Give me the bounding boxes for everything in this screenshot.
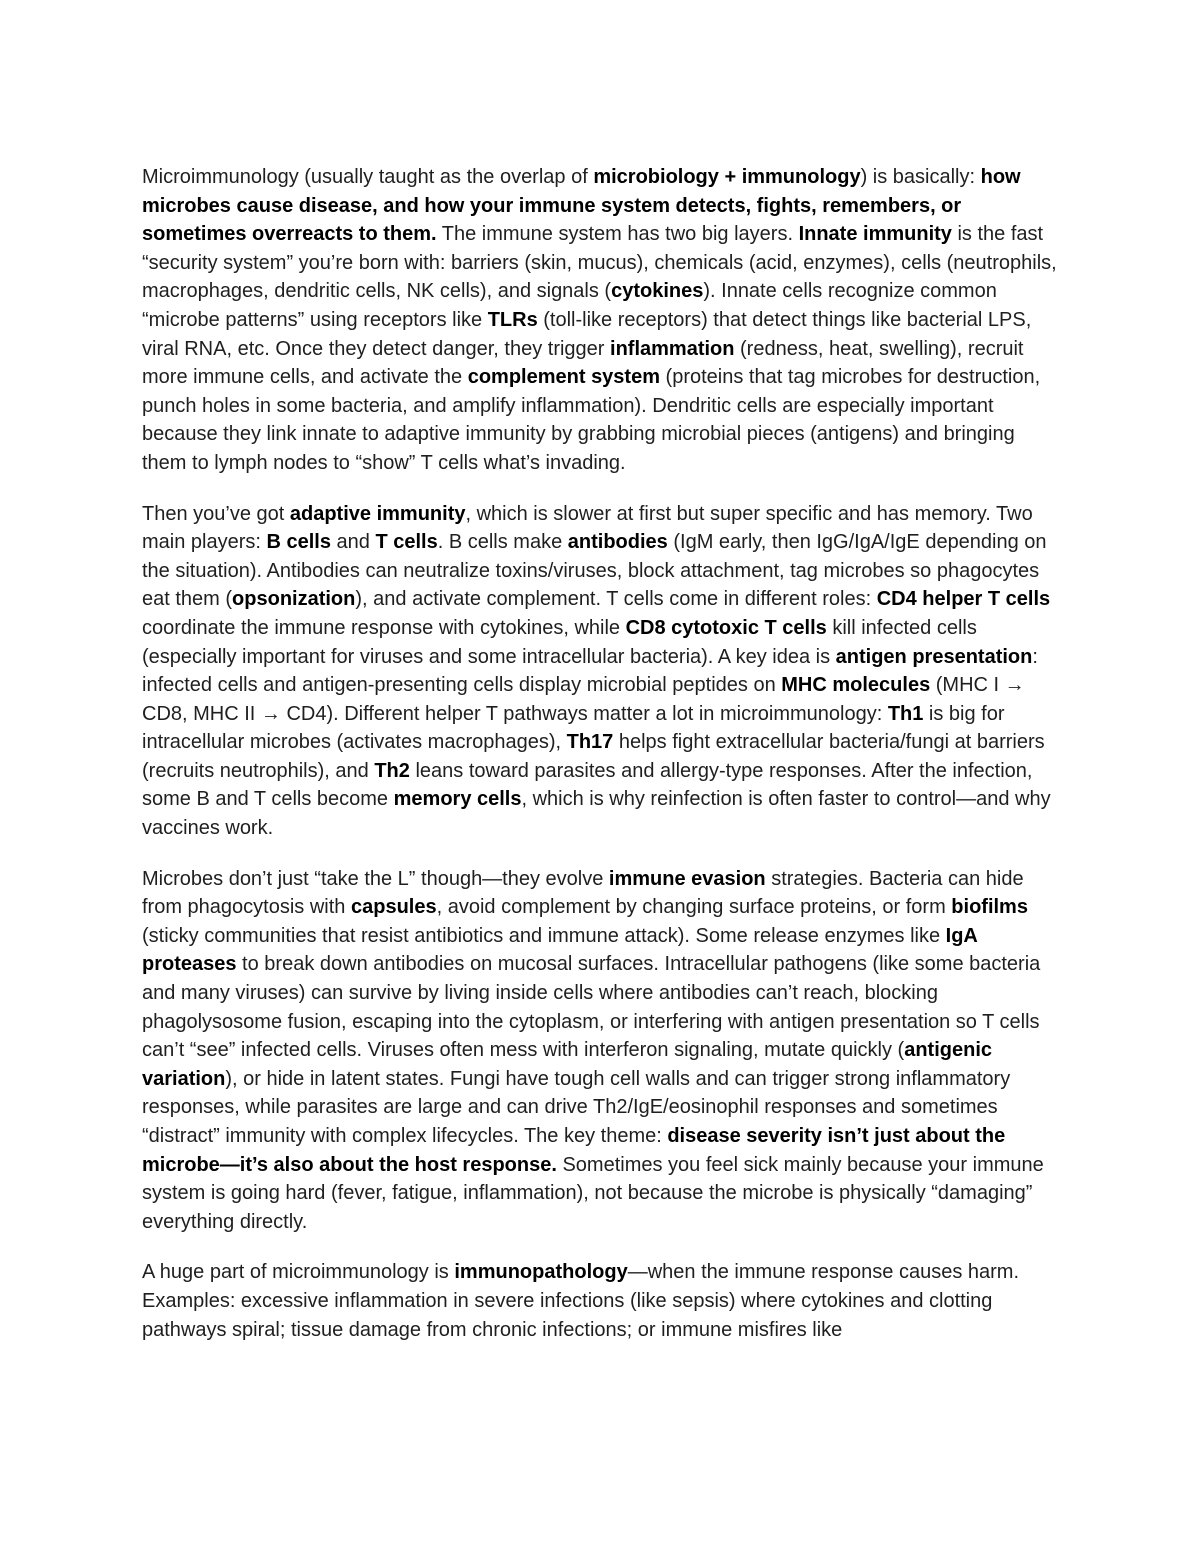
bold-term: antigen presentation (835, 645, 1033, 668)
text-run: coordinate the immune response with cytokines, while (142, 616, 626, 639)
document-page (142, 163, 1062, 1366)
text-run: to break down antibodies on mucosal surfaces. Intracellular pathogens (like some bacteria and many viruses) can survive by living inside cells where antibodies can’t reach, blocking phagolysosome fusion, escaping into the cytoplasm, or interfering with antigen presentation so T cells can’t “see” infected cells. Viruses often mess with interferon signaling, mutate quickly ( (142, 953, 1041, 1062)
text-run: leans toward parasites and allergy-type responses. After the infection, some B and T cells become (142, 759, 1033, 811)
text-run: ), and activate complement. T cells come in different roles: (355, 588, 877, 611)
text-run: and (330, 531, 376, 554)
paragraph-immune-evasion (142, 865, 1062, 1237)
bold-term: CD4 helper T cells (876, 588, 1051, 611)
bold-term: biofilms (951, 896, 1028, 919)
text-run: (redness, heat, swelling), recruit more immune cells, and activate the (142, 337, 1024, 389)
bold-term: how microbes cause disease, and how your immune system detects, fights, remembers, or sometimes overreacts to them. (142, 166, 1021, 246)
bold-term: immunopathology (454, 1261, 628, 1284)
bold-term: cytokines (611, 280, 704, 303)
bold-term: Th1 (887, 702, 924, 725)
bold-term: opsonization (232, 588, 356, 611)
bold-term: Innate immunity (798, 223, 952, 246)
text-run: strategies. Bacteria can hide from phagocytosis with (142, 867, 1024, 919)
text-run: , which is slower at first but super specific and has memory. Two main players: (142, 502, 1033, 554)
bold-term: inflammation (610, 337, 735, 360)
bold-term: B cells (266, 531, 331, 554)
text-run: : infected cells and antigen-presenting cells display microbial peptides on (142, 645, 1038, 697)
bold-term: microbiology + immunology (593, 166, 861, 188)
text-run: is big for intracellular microbes (activates macrophages), (142, 702, 1005, 754)
text-run: helps fight extracellular bacteria/fungi at barriers (recruits neutrophils), and (142, 731, 1045, 782)
text-run: (toll-like receptors) that detect things like bacterial LPS, viral RNA, etc. Once they detect danger, they trigger (142, 308, 1032, 360)
text-run: ) is basically: (860, 166, 981, 188)
text-run: —when the immune response causes harm. Examples: excessive inflammation in severe infections (like sepsis) where cytokines and clotting pathways spiral; tissue damage from chronic infections; or immune misfires like (142, 1261, 1020, 1341)
bold-term: MHC molecules (781, 674, 931, 697)
bold-term: CD8 cytotoxic T cells (625, 616, 827, 639)
text-run: (proteins that tag microbes for destruction, punch holes in some bacteria, and amplify inflammation). Dendritic cells are especially important because they link innate to adaptive immunity by grabbing microbial pieces (antigens) and bringing them to lymph nodes to “show” T cells what’s invading. (142, 366, 1041, 474)
paragraph-adaptive-immunity (142, 500, 1062, 843)
text-run: Microimmunology (usually taught as the overlap of (142, 166, 594, 188)
bold-term: disease severity isn’t just about the microbe—it’s also about the host response. (142, 1125, 1006, 1176)
text-run: is the fast “security system” you’re born with: barriers (skin, mucus), chemicals (acid, enzymes), cells (neutrophils, macrophages, dendritic cells, NK cells), and signals ( (142, 223, 1057, 303)
bold-term: T cells (375, 531, 438, 554)
bold-term: capsules (350, 896, 437, 919)
bold-term: IgA proteases (142, 924, 978, 976)
text-run: ), or hide in latent states. Fungi have tough cell walls and can trigger strong inflammatory responses, while parasites are large and can drive Th2/IgE/eosinophil responses and sometimes “distract” immunity with complex lifecycles. The key theme: (142, 1067, 1011, 1147)
text-run: (sticky communities that resist antibiotics and immune attack). Some release enzymes like (142, 924, 946, 947)
paragraph-innate-immunity (142, 163, 1062, 478)
text-run: , avoid complement by changing surface proteins, or form (436, 896, 952, 919)
text-run: ). Innate cells recognize common “microbe patterns” using receptors like (142, 280, 997, 331)
bold-term: immune evasion (608, 867, 766, 890)
text-run: A huge part of microimmunology is (142, 1261, 455, 1284)
text-run: Sometimes you feel sick mainly because your immune system is going hard (fever, fatigue, inflammation), not because the microbe is physically “damaging” everything directly. (142, 1153, 1044, 1233)
text-run: Microbes don’t just “take the L” though—they evolve (142, 867, 609, 890)
bold-term: antigenic variation (142, 1039, 992, 1090)
text-run: The immune system has two big layers. (436, 223, 799, 246)
text-run: kill infected cells (especially important for viruses and some intracellular bacteria). A key idea is (142, 616, 977, 668)
text-run: . B cells make (437, 531, 568, 554)
bold-term: TLRs (487, 308, 538, 331)
bold-term: Th17 (566, 731, 614, 754)
text-run: (MHC I → CD8, MHC II → CD4). Different helper T pathways matter a lot in microimmunology: (142, 674, 1025, 725)
text-run: Then you’ve got (142, 502, 290, 525)
bold-term: complement system (467, 366, 660, 389)
text-run: (IgM early, then IgG/IgA/IgE depending on the situation). Antibodies can neutralize toxins/viruses, block attachment, tag microbes so phagocytes eat them ( (142, 531, 1047, 611)
bold-term: adaptive immunity (289, 502, 466, 525)
bold-term: antibodies (567, 531, 668, 554)
text-run: , which is why reinfection is often faster to control—and why vaccines work. (142, 788, 1051, 840)
paragraph-immunopathology (142, 1258, 1062, 1344)
bold-term: Th2 (374, 759, 410, 782)
bold-term: memory cells (393, 788, 522, 811)
